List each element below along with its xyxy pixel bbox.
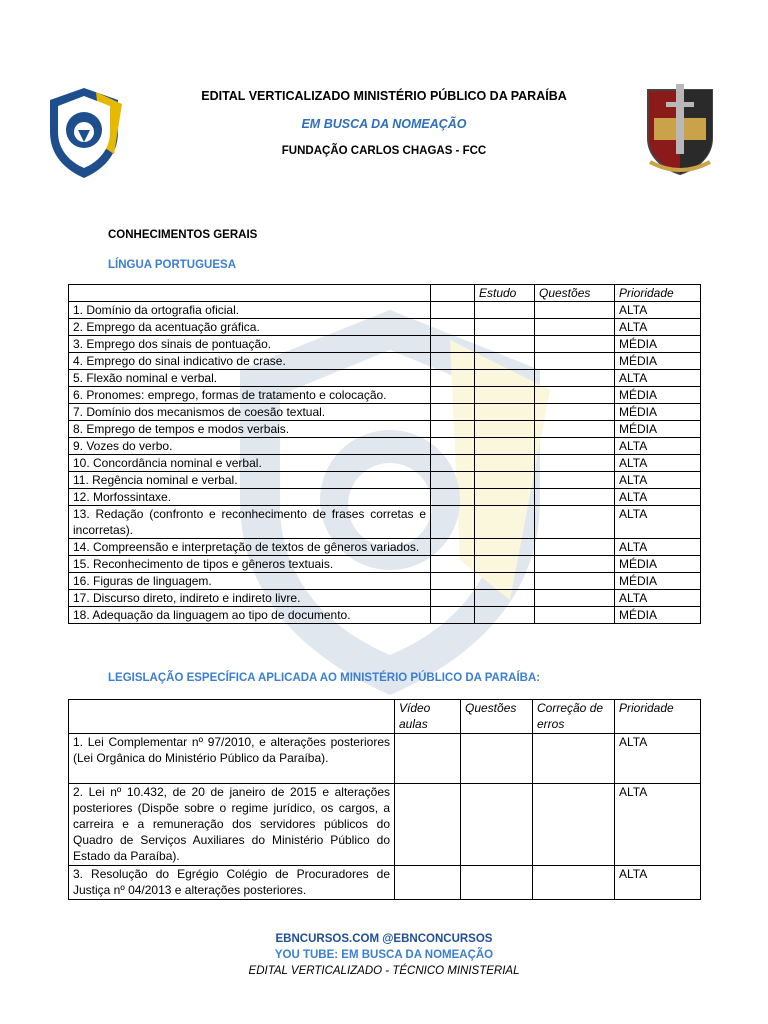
checkbox-cell[interactable]	[535, 506, 615, 539]
topic-cell: 9. Vozes do verbo.	[69, 438, 431, 455]
table-row	[69, 784, 701, 866]
checkbox-cell[interactable]	[535, 573, 615, 590]
checkbox-cell[interactable]	[535, 472, 615, 489]
priority-cell: MÉDIA	[615, 556, 701, 573]
prioridade-column-header: Prioridade	[615, 285, 701, 302]
checkbox-cell[interactable]	[475, 404, 535, 421]
table-row	[69, 539, 701, 556]
checkbox-cell[interactable]	[461, 866, 533, 900]
checkbox-cell[interactable]	[431, 539, 475, 556]
checkbox-cell[interactable]	[475, 438, 535, 455]
topic-cell: 3. Emprego dos sinais de pontuação.	[69, 336, 431, 353]
checkbox-cell[interactable]	[535, 438, 615, 455]
table-row	[69, 734, 701, 784]
checkbox-cell[interactable]	[475, 489, 535, 506]
table-row	[69, 489, 701, 506]
checkbox-cell[interactable]	[395, 784, 461, 866]
checkbox-cell[interactable]	[431, 421, 475, 438]
topic-cell: 2. Lei nº 10.432, de 20 de janeiro de 2015 e alterações posteriores (Dispõe sobre o regime jurídico, os cargos, a carreira e a remuneração dos servidores públicos do Quadro de Serviços Auxiliares do Ministério Público do Estado da Paraíba).	[69, 784, 395, 866]
table-row	[69, 455, 701, 472]
checkbox-cell[interactable]	[431, 556, 475, 573]
checkbox-cell[interactable]	[431, 489, 475, 506]
table-row	[69, 438, 701, 455]
footer-document-name: EDITAL VERTICALIZADO - TÉCNICO MINISTERIAL	[248, 965, 520, 977]
portuguese-topics-table	[68, 284, 701, 624]
topic-cell: 12. Morfossintaxe.	[69, 489, 431, 506]
checkbox-cell[interactable]	[533, 734, 615, 784]
checkbox-cell[interactable]	[475, 607, 535, 624]
checkbox-cell[interactable]	[475, 370, 535, 387]
priority-cell: ALTA	[615, 866, 701, 900]
priority-cell: ALTA	[615, 506, 701, 539]
table-row	[69, 607, 701, 624]
checkbox-cell[interactable]	[431, 302, 475, 319]
topic-cell: 7. Domínio dos mecanismos de coesão textual.	[69, 404, 431, 421]
checkbox-cell[interactable]	[535, 455, 615, 472]
priority-cell: MÉDIA	[615, 607, 701, 624]
priority-cell: ALTA	[615, 472, 701, 489]
priority-cell: ALTA	[615, 539, 701, 556]
checkbox-cell[interactable]	[395, 866, 461, 900]
footer-website: EBNCURSOS.COM @EBNCONCURSOS	[275, 933, 493, 945]
checkbox-cell[interactable]	[533, 866, 615, 900]
table-row	[69, 421, 701, 438]
checkbox-cell[interactable]	[431, 370, 475, 387]
checkbox-cell[interactable]	[431, 455, 475, 472]
table-header-row	[69, 285, 701, 302]
checkbox-cell[interactable]	[431, 506, 475, 539]
table-row	[69, 302, 701, 319]
priority-cell: ALTA	[615, 734, 701, 784]
footer-youtube: YOU TUBE: EM BUSCA DA NOMEAÇÃO	[274, 949, 494, 961]
questoes-column-header: Questões	[535, 285, 615, 302]
checkbox-cell[interactable]	[535, 607, 615, 624]
priority-cell: MÉDIA	[615, 573, 701, 590]
priority-cell: ALTA	[615, 302, 701, 319]
table-row	[69, 319, 701, 336]
topic-cell: 1. Domínio da ortografia oficial.	[69, 302, 431, 319]
priority-cell: ALTA	[615, 319, 701, 336]
topic-cell: 1. Lei Complementar nº 97/2010, e alterações posteriores (Lei Orgânica do Ministério Público da Paraíba).	[69, 734, 395, 784]
questoes-column-header: Questões	[461, 700, 533, 734]
blank-column-header	[431, 285, 475, 302]
table-row	[69, 866, 701, 900]
checkbox-cell[interactable]	[535, 404, 615, 421]
topic-cell: 11. Regência nominal e verbal.	[69, 472, 431, 489]
topic-cell: 4. Emprego do sinal indicativo de crase.	[69, 353, 431, 370]
topic-cell: 13. Redação (confronto e reconhecimento de frases corretas e incorretas).	[69, 506, 431, 539]
checkbox-cell[interactable]	[461, 734, 533, 784]
checkbox-cell[interactable]	[535, 489, 615, 506]
checkbox-cell[interactable]	[475, 556, 535, 573]
topic-cell: 2. Emprego da acentuação gráfica.	[69, 319, 431, 336]
checkbox-cell[interactable]	[535, 353, 615, 370]
checkbox-cell[interactable]	[475, 387, 535, 404]
checkbox-cell[interactable]	[431, 573, 475, 590]
table-row	[69, 556, 701, 573]
table-row	[69, 573, 701, 590]
topic-cell: 5. Flexão nominal e verbal.	[69, 370, 431, 387]
checkbox-cell[interactable]	[395, 734, 461, 784]
prioridade-column-header: Prioridade	[615, 700, 701, 734]
table-row	[69, 387, 701, 404]
checkbox-cell[interactable]	[535, 539, 615, 556]
priority-cell: ALTA	[615, 489, 701, 506]
topic-cell: 15. Reconhecimento de tipos e gêneros textuais.	[69, 556, 431, 573]
checkbox-cell[interactable]	[431, 353, 475, 370]
priority-cell: ALTA	[615, 590, 701, 607]
checkbox-cell[interactable]	[475, 573, 535, 590]
document-subtitle: EM BUSCA DA NOMEAÇÃO	[301, 117, 467, 131]
checkbox-cell[interactable]	[475, 539, 535, 556]
section-portuguese-title: LÍNGUA PORTUGUESA	[108, 259, 236, 271]
checkbox-cell[interactable]	[431, 590, 475, 607]
priority-cell: ALTA	[615, 455, 701, 472]
checkbox-cell[interactable]	[535, 421, 615, 438]
priority-cell: ALTA	[615, 784, 701, 866]
priority-cell: ALTA	[615, 370, 701, 387]
topic-cell: 16. Figuras de linguagem.	[69, 573, 431, 590]
checkbox-cell[interactable]	[431, 607, 475, 624]
section-general-title: CONHECIMENTOS GERAIS	[108, 229, 258, 241]
checkbox-cell[interactable]	[535, 302, 615, 319]
checkbox-cell[interactable]	[475, 353, 535, 370]
topic-cell: 17. Discurso direto, indireto e indireto livre.	[69, 590, 431, 607]
topic-cell: 6. Pronomes: emprego, formas de tratamento e colocação.	[69, 387, 431, 404]
priority-cell: MÉDIA	[615, 336, 701, 353]
checkbox-cell[interactable]	[461, 784, 533, 866]
checkbox-cell[interactable]	[535, 319, 615, 336]
checkbox-cell[interactable]	[431, 404, 475, 421]
checkbox-cell[interactable]	[535, 387, 615, 404]
priority-cell: MÉDIA	[615, 404, 701, 421]
topic-column-header	[69, 700, 395, 734]
checkbox-cell[interactable]	[431, 438, 475, 455]
checkbox-cell[interactable]	[475, 506, 535, 539]
legislation-topics-table	[68, 699, 701, 900]
table-row	[69, 336, 701, 353]
priority-cell: MÉDIA	[615, 387, 701, 404]
document-title: EDITAL VERTICALIZADO MINISTÉRIO PÚBLICO DA PARAÍBA	[201, 89, 567, 103]
priority-cell: ALTA	[615, 438, 701, 455]
estudo-column-header: Estudo	[475, 285, 535, 302]
checkbox-cell[interactable]	[475, 472, 535, 489]
correcao-column-header: Correção de erros	[533, 700, 615, 734]
topic-cell: 8. Emprego de tempos e modos verbais.	[69, 421, 431, 438]
checkbox-cell[interactable]	[475, 319, 535, 336]
table-row	[69, 370, 701, 387]
table-header-row	[69, 700, 701, 734]
table-row	[69, 506, 701, 539]
topic-cell: 3. Resolução do Egrégio Colégio de Procuradores de Justiça nº 04/2013 e alterações posteriores.	[69, 866, 395, 900]
priority-cell: MÉDIA	[615, 421, 701, 438]
checkbox-cell[interactable]	[475, 455, 535, 472]
checkbox-cell[interactable]	[475, 590, 535, 607]
checkbox-cell[interactable]	[431, 472, 475, 489]
table-row	[69, 404, 701, 421]
section-legislation-title: LEGISLAÇÃO ESPECÍFICA APLICADA AO MINISTÉRIO PÚBLICO DA PARAÍBA:	[108, 672, 541, 684]
topic-column-header	[69, 285, 431, 302]
checkbox-cell[interactable]	[533, 784, 615, 866]
checkbox-cell[interactable]	[535, 370, 615, 387]
checkbox-cell[interactable]	[431, 319, 475, 336]
organization-name: FUNDAÇÃO CARLOS CHAGAS - FCC	[281, 145, 487, 157]
video-column-header: Vídeo aulas	[395, 700, 461, 734]
checkbox-cell[interactable]	[475, 421, 535, 438]
table-row	[69, 353, 701, 370]
topic-cell: 10. Concordância nominal e verbal.	[69, 455, 431, 472]
checkbox-cell[interactable]	[535, 556, 615, 573]
checkbox-cell[interactable]	[431, 387, 475, 404]
checkbox-cell[interactable]	[535, 336, 615, 353]
checkbox-cell[interactable]	[475, 302, 535, 319]
priority-cell: MÉDIA	[615, 353, 701, 370]
checkbox-cell[interactable]	[431, 336, 475, 353]
table-row	[69, 472, 701, 489]
table-row	[69, 590, 701, 607]
topic-cell: 18. Adequação da linguagem ao tipo de documento.	[69, 607, 431, 624]
checkbox-cell[interactable]	[475, 336, 535, 353]
topic-cell: 14. Compreensão e interpretação de textos de gêneros variados.	[69, 539, 431, 556]
checkbox-cell[interactable]	[535, 590, 615, 607]
